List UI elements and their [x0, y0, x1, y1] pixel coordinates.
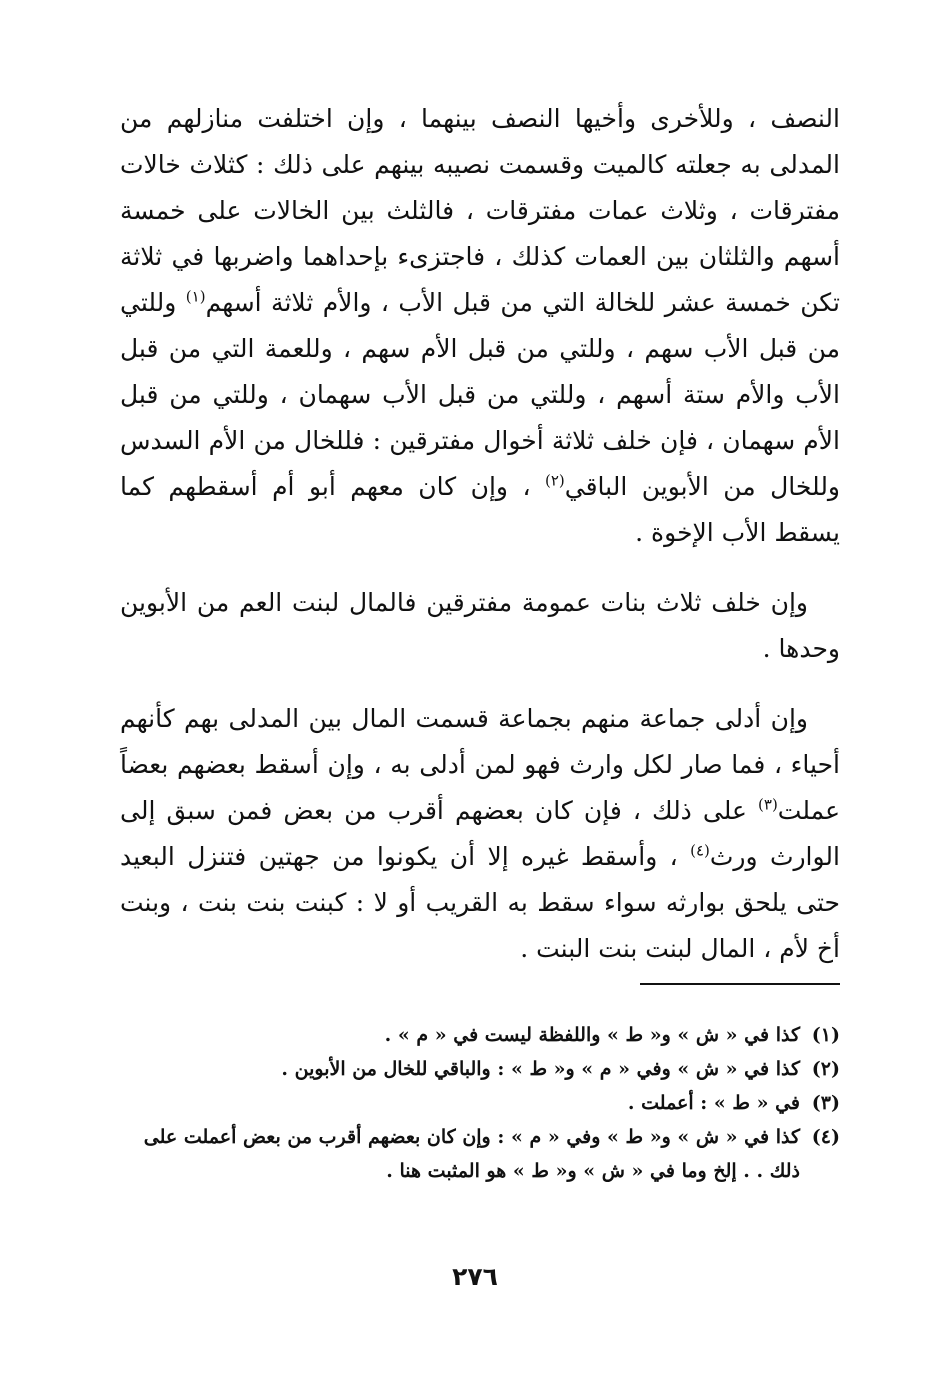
page-number: ٢٧٦: [452, 1262, 498, 1291]
footnote-separator: [640, 983, 840, 985]
footnote-ref-3: (٣): [758, 795, 778, 814]
main-text: [120, 96, 840, 972]
paragraph-1-text-b: وللتي من قبل الأب سهم ، وللتي من قبل الأم سهم ، وللعمة التي من قبل الأب والأم ستة أسهم ، وللتي من قبل الأب سهمان ، وللتي من قبل الأم سهمان ، فإن خلف ثلاثة أخوال مفترقين : فللخال من الأم السدس وللخال من الأبوين الباقي: [120, 288, 841, 501]
footnote-number: (١): [811, 1024, 840, 1046]
footnote-text: كذا في « ش » وفي « م » و« ط » : والباقي للخال من الأبوين .: [281, 1058, 800, 1080]
footnote-number: (٤): [811, 1126, 840, 1148]
paragraph-3-text-c: ، وأسقط غيره إلا أن يكونوا من جهتين فتنزل البعيد حتى يلحق بوارثه سواء سقط به القريب أو لا : كبنت بنت بنت ، وبنت أخ لأم ، المال لبنت بنت البنت .: [120, 842, 840, 963]
footnote-text: كذا في « ش » و« ط » وفي « م » : وإن كان بعضهم أقرب من بعض أعملت على ذلك . . إلخ وما في « ش » و« ط » هو المثبت هنا .: [143, 1126, 800, 1182]
paragraph-3-text-b: على ذلك ، فإن كان بعضهم أقرب من بعض فمن سبق إلى الوارث ورث: [120, 796, 840, 871]
footnote-text: كذا في « ش » و« ط » واللفظة ليست في « م » .: [384, 1024, 800, 1046]
paragraph-1-text-a: النصف ، وللأخرى وأخيها النصف بينهما ، وإن اختلفت منازلهم من المدلى به جعلته كالميت وقسمت نصيبه بينهم على ذلك : كثلاث خالات مفترقات ، وثلاث عمات مفترقات ، فالثلث بين الخالات على خمسة أسهم والثلثان بين العمات كذلك ، فاجتزىء بإحداهما واضربها في ثلاثة تكن خمسة عشر للخالة التي من قبل الأب ، والأم ثلاثة أسهم: [120, 104, 840, 317]
footnotes: [120, 1018, 840, 1188]
paragraph-3-text-a: وإن أدلى جماعة منهم بجماعة قسمت المال بين المدلى بهم كأنهم أحياء ، فما صار لكل وارث فهو لمن أدلى به ، وإن أسقط بعضهم بعضاً عملت: [120, 704, 840, 825]
paragraph-2: وإن خلف ثلاث بنات عمومة مفترقين فالمال لبنت العم من الأبوين وحدها .: [120, 588, 840, 663]
footnote-4: [120, 1120, 840, 1188]
footnote-number: (٣): [811, 1092, 840, 1114]
footnote-ref-2: (٢): [544, 471, 565, 490]
footnote-3: [120, 1086, 840, 1120]
footnote-ref-1: (١): [185, 287, 206, 306]
footnote-2: [120, 1052, 840, 1086]
footnote-ref-4: (٤): [690, 841, 710, 860]
paragraph-1-text-c: ، وإن كان معهم أبو أم أسقطهم كما يسقط الأب الإخوة .: [120, 472, 840, 547]
paragraph-1: [120, 96, 840, 556]
footnote-number: (٢): [811, 1058, 840, 1080]
paragraph-3: [120, 696, 840, 972]
footnote-text: في « ط » : أعملت .: [627, 1092, 800, 1114]
footnote-1: [120, 1018, 840, 1052]
